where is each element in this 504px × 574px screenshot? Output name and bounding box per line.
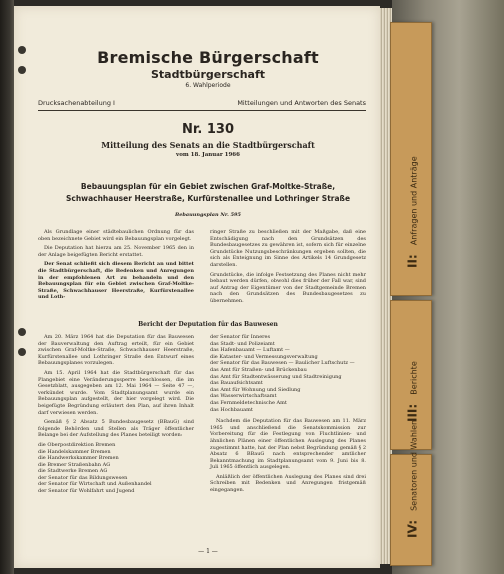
list-item: der Senator für das Bildungswesen xyxy=(38,474,128,481)
header-subtitle: Stadtbürgerschaft xyxy=(151,68,265,81)
list-item: der Senator für Wohlfahrt und Jugend xyxy=(38,488,135,495)
tab-roman: II: xyxy=(405,254,420,268)
document-mitteilung: Mitteilung des Senats an die Stadtbürgerschaft xyxy=(101,140,315,150)
list-item: die Handelskammer Bremen xyxy=(38,448,111,455)
body-paragraph: ringer Straße zu beschließen mit der Maßgabe, daß eine Entschädigung nach den Grundsätzen des Bundesbaugesetzes zu gewähren ist, sofern sich für einzelne Grundstücke Nutzungsbeschränkungen ergeben sollten, die sich als Enteignung im Sinne des Artikels 14 Grundgesetz darstellen. xyxy=(210,229,366,268)
list-item: die Bremer Straßenbahn AG xyxy=(38,461,111,468)
body-paragraph: Anläßlich der öffentlichen Auslegung des Planes sind drei Schreiben mit Bedenken und Anregungen fristgemäß eingegangen. xyxy=(210,473,366,494)
header-period: 6. Wahlperiode xyxy=(185,82,231,89)
body-paragraph: Der Senat schließt sich diesem Bericht an und bittet die Stadtbürgerschaft, die Bedenken und Anregungen in der empfohlenen Art zu behandeln und den Bebauungsplan für ein Gebiet zwischen Graf-Moltke-Straße, Schwachhauser Heerstraße, Kurfürstenallee und Loth- xyxy=(38,261,194,301)
upper-left-column xyxy=(38,229,194,304)
document-number: Nr. 130 xyxy=(181,122,235,137)
header-left-meta: Drucksachenabteilung I xyxy=(38,99,115,107)
plan-number: Bebauungsplan Nr. 595 xyxy=(174,212,242,218)
header-right-meta: Mitteilungen und Antworten des Senats xyxy=(237,99,366,107)
list-item: die Oberpostdirektion Bremen xyxy=(38,441,116,448)
list-item: die Kataster- und Vermessungsverwaltung xyxy=(210,353,318,360)
body-paragraph: Grundstücke, die infolge Festsetzung des Planes nicht mehr bebaut werden dürfen, obwohl dies früher der Fall war, sind auf Antrag der Eigentümer von der Stadtgemeinde Bremen nach den Grundsätzen des Bundesbaugesetzes zu übernehmen. xyxy=(210,271,366,304)
upper-right-column xyxy=(210,229,366,308)
punch-hole xyxy=(18,328,26,336)
binder-spine xyxy=(0,0,14,574)
header-title: Bremische Bürgerschaft xyxy=(97,48,319,67)
body-paragraph: Gemäß § 2 Absatz 5 Bundesbaugesetz (BBauG) sind folgende Behörden und Stellen als Träger öffentlicher Belange bei der Aufstellung des Planes beteiligt worden: xyxy=(38,419,194,439)
bericht-heading: Bericht der Deputation für das Bauwesen xyxy=(138,321,278,328)
list-item: der Senator für das Bauwesen — Baulicher Luftschutz — xyxy=(210,360,355,367)
list-item: das Wasserwirtschaftsamt xyxy=(210,393,277,400)
lower-left-column xyxy=(38,334,194,495)
list-item: die Handwerkskammer Bremen xyxy=(38,455,119,462)
list-item: das Bauaufsichtsamt xyxy=(210,380,263,387)
list-item: das Fernmeldetechnische Amt xyxy=(210,399,287,406)
tab-senatoren-wahlen[interactable] xyxy=(390,419,432,566)
header-rule xyxy=(38,110,366,111)
tab-text: Senatoren und Wahlen xyxy=(409,419,419,511)
tab-anfragen-antraege[interactable] xyxy=(390,22,432,296)
tab-roman: IV: xyxy=(405,519,420,538)
tab-text: Anfragen und Anträge xyxy=(409,156,419,246)
plan-title-line-2: Schwachhauser Heerstraße, Kurfürstenallee und Lothringer Straße xyxy=(65,194,351,203)
list-item: das Hafenbauamt — Luftamt — xyxy=(210,347,290,354)
punch-hole xyxy=(18,46,26,54)
body-paragraph: Die Deputation hat hierzu am 25. November 1965 den in der Anlage beigefügten Bericht erstattet. xyxy=(38,245,194,258)
page-number: — 1 — xyxy=(198,548,218,555)
list-item: das Amt für Straßen- und Brückenbau xyxy=(210,366,307,373)
list-item: das Amt für Wohnung und Siedlung xyxy=(210,386,301,393)
body-paragraph: Als Grundlage einer städtebaulichen Ordnung für das oben bezeichnete Gebiet wird ein Bebauungsplan vorgelegt. xyxy=(38,229,194,242)
list-item: das Stadt- und Polizeiamt xyxy=(210,340,275,347)
list-item: das Hochbauamt xyxy=(210,406,253,413)
list-item: der Senator für Inneres xyxy=(210,334,271,340)
punch-hole xyxy=(18,66,26,74)
list-item: das Amt für Stadtentwässerung und Stadtreinigung xyxy=(210,373,342,380)
tab-roman: III: xyxy=(405,403,420,422)
plan-title-line-1: Bebauungsplan für ein Gebiet zwischen Graf-Moltke-Straße, xyxy=(80,182,336,191)
tab-text: Berichte xyxy=(409,361,419,395)
lower-right-column xyxy=(210,334,366,497)
document-date: vom 18. Januar 1966 xyxy=(176,152,240,158)
body-paragraph: Am 15. April 1964 hat die Stadtbürgerschaft für das Plangebiet eine Veränderungssperre beschlossen, die im Gesetzblatt, ausgegeben am 12. Mai 1964 — Seite 47 —, verkündet wurde. Vom Stadtplanungsamt wurde ein Bebauungsplan aufgestellt, der hier vorgelegt wird. Die beigefügte Begründung erläutert den Plan, auf ihren Inhalt darf verwiesen werden. xyxy=(38,369,194,416)
body-paragraph: Nachdem die Deputation für das Bauwesen am 11. März 1965 und anschließend die Senatskommission zur Vorbereitung für die Festlegung von Fluchtlinien- und ähnlichen Plänen einer öffentlichen Auslegung des Planes zugestimmt hatte, hat der Plan nebst Begründung gemäß § 2 Absatz 6 BBauG nach entsprechender amtlicher Bekanntmachung im Stadtplanungsamt vom 9. Juni bis 8. Juli 1965 öffentlich ausgelegen. xyxy=(210,418,366,471)
punch-hole xyxy=(18,348,26,356)
list-item: die Stadtwerke Bremen AG xyxy=(38,468,108,475)
list-item: der Senator für Wirtschaft und Außenhandel xyxy=(38,481,152,488)
body-paragraph: Am 20. März 1964 hat die Deputation für das Bauwesen der Bauverwaltung den Auftrag erteilt, für ein Gebiet zwischen Graf-Moltke-Straße, Schwachhauser Heerstraße, Kurfürstenallee und Lothringer Straße den Entwurf eines Bebauungsplanes vorzulegen. xyxy=(38,334,194,367)
